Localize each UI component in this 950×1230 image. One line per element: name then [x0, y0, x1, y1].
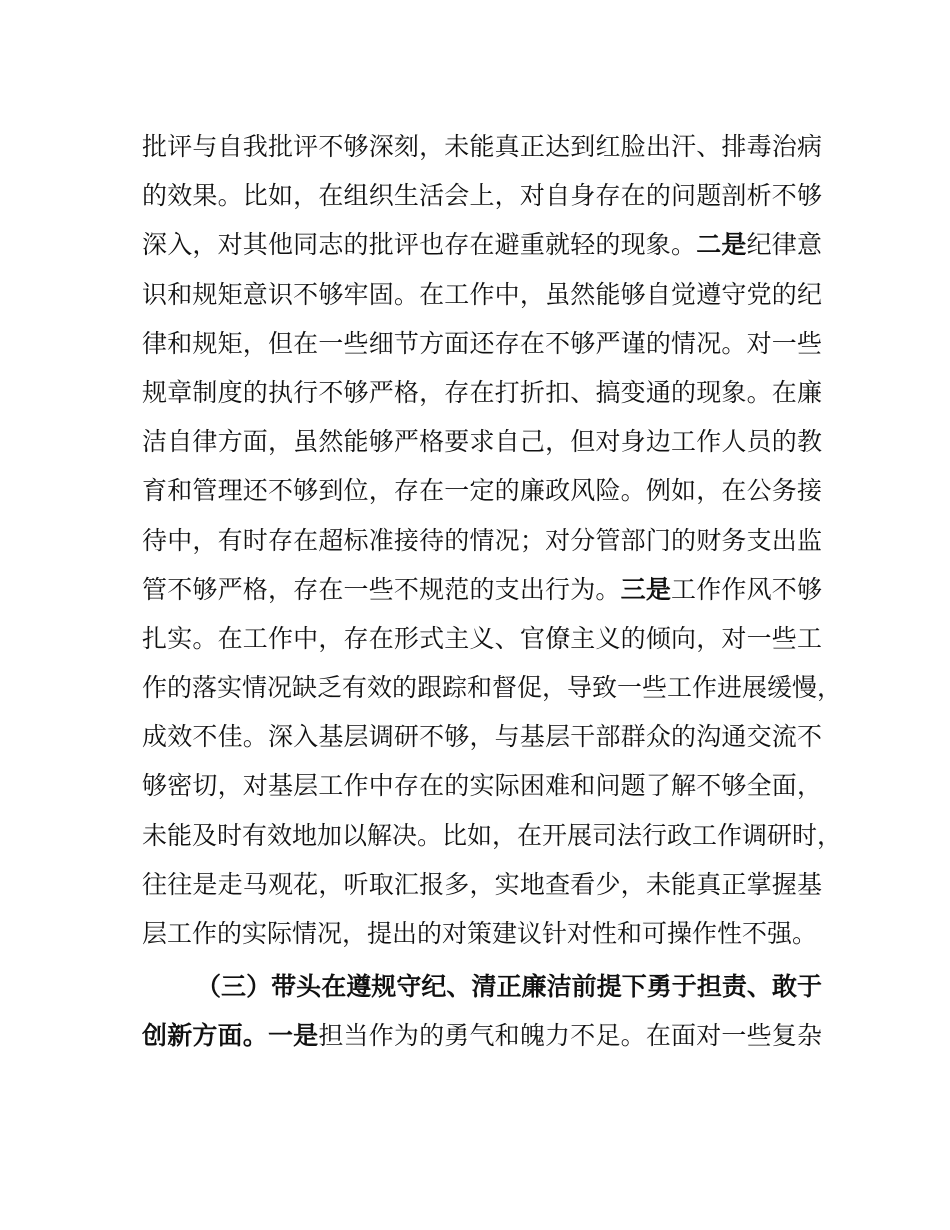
text-line: 作的落实情况缺乏有效的跟踪和督促，导致一些工作进展缓慢， — [142, 673, 843, 703]
section-heading-end: 创新方面。 — [142, 1021, 268, 1051]
text-line: 的效果。比如，在组织生活会上，对自身存在的问题剖析不够 — [142, 181, 822, 211]
text-run: 管不够严格，存在一些不规范的支出行为。 — [142, 574, 621, 604]
body-text — [142, 122, 843, 1061]
text-line: 往往是走马观花，听取汇报多，实地查看少，未能真正掌握基 — [142, 869, 822, 899]
text-run: 深入，对其他同志的批评也存在避重就轻的现象。 — [142, 230, 697, 260]
text-line: 洁自律方面，虽然能够严格要求自己，但对身边工作人员的教 — [142, 427, 822, 457]
text-line: 育和管理还不够到位，存在一定的廉政风险。例如，在公务接 — [142, 476, 822, 506]
text-line: 扎实。在工作中，存在形式主义、官僚主义的倾向，对一些工 — [142, 623, 822, 653]
text-line: 批评与自我批评不够深刻，未能真正达到红脸出汗、排毒治病 — [142, 132, 822, 161]
text-line: 未能及时有效地加以解决。比如，在开展司法行政工作调研时， — [142, 820, 843, 850]
section-heading-line: （三）带头在遵规守纪、清正廉洁前提下勇于担责、敢于 — [196, 972, 822, 1002]
text-line — [142, 1011, 822, 1060]
text-line — [142, 220, 822, 269]
paragraph-section-three — [142, 962, 822, 1060]
text-line: 识和规矩意识不够牢固。在工作中，虽然能够自觉遵守党的纪 — [142, 279, 822, 309]
text-line: 够密切，对基层工作中存在的实际困难和问题了解不够全面， — [142, 771, 822, 801]
text-line: 待中，有时存在超标准接待的情况；对分管部门的财务支出监 — [142, 525, 822, 555]
text-line: 层工作的实际情况，提出的对策建议针对性和可操作性不强。 — [142, 919, 818, 948]
bold-marker: 一是 — [267, 1021, 319, 1051]
text-run: 纪律意 — [746, 230, 822, 260]
bold-marker: 二是 — [696, 230, 747, 260]
bold-marker: 三是 — [620, 574, 672, 604]
text-line — [142, 565, 822, 614]
paragraph-discipline-and-style — [142, 122, 843, 958]
text-run: 工作作风不够 — [671, 574, 822, 604]
text-run: 担当作为的勇气和魄力不足。在面对一些复杂 — [318, 1021, 822, 1051]
text-line: 律和规矩，但在一些细节方面还存在不够严谨的情况。对一些 — [142, 328, 822, 358]
text-line: 规章制度的执行不够严格，存在打折扣、搞变通的现象。在廉 — [142, 377, 822, 407]
text-line: 成效不佳。深入基层调研不够，与基层干部群众的沟通交流不 — [142, 722, 822, 752]
